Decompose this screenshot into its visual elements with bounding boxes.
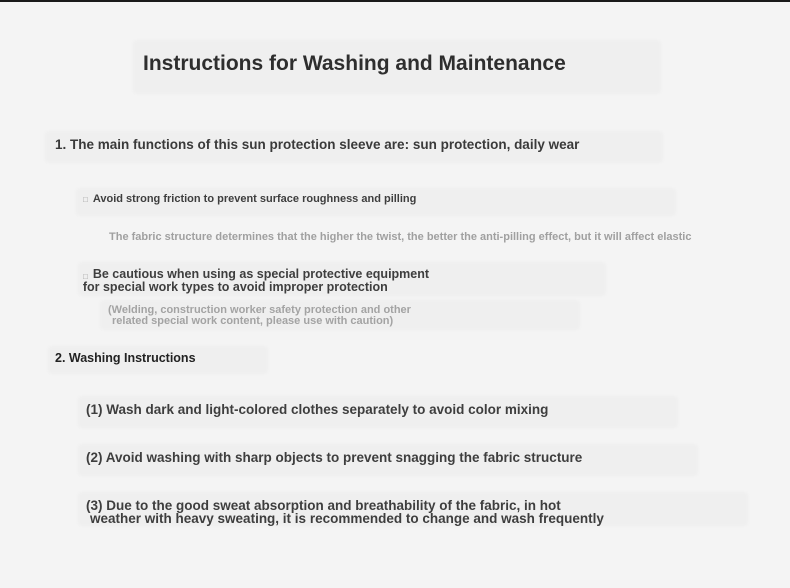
top-edge-line: [0, 0, 790, 2]
note-special-work: [108, 305, 411, 327]
bullet-text-line: for special work types to avoid improper protection: [82, 280, 388, 294]
bullet-text: Avoid strong friction to prevent surface roughness and pilling: [92, 193, 417, 205]
bullet-text: [82, 267, 430, 294]
washing-item-3-line: (3) Due to the good sweat absorption and breathability of the fabric, in hot: [86, 498, 561, 513]
square-bullet-icon: □: [83, 272, 88, 281]
bullet-item-friction: [83, 193, 416, 205]
section1-heading: 1. The main functions of this sun protection sleeve are: sun protection, daily wear: [55, 137, 580, 152]
washing-item-3: [86, 499, 604, 525]
square-bullet-icon: □: [83, 195, 88, 204]
washing-item-1: (1) Wash dark and light-colored clothes separately to avoid color mixing: [86, 402, 549, 417]
bullet-item-special-equipment: [83, 268, 429, 294]
washing-item-3-line: weather with heavy sweating, it is recommended to change and wash frequently: [90, 511, 604, 526]
washing-item-2: (2) Avoid washing with sharp objects to prevent snagging the fabric structure: [86, 450, 583, 465]
bullet-text-line: Be cautious when using as special protective equipment: [92, 267, 430, 281]
note-fabric-structure: The fabric structure determines that the higher the twist, the better the anti-pilling effect, but it will affect elastic: [109, 231, 692, 243]
page-title: Instructions for Washing and Maintenance: [143, 52, 566, 75]
note-line: (Welding, construction worker safety protection and other: [108, 304, 411, 316]
note-line: related special work content, please use with caution): [112, 315, 394, 327]
section2-heading: 2. Washing Instructions: [55, 351, 196, 365]
